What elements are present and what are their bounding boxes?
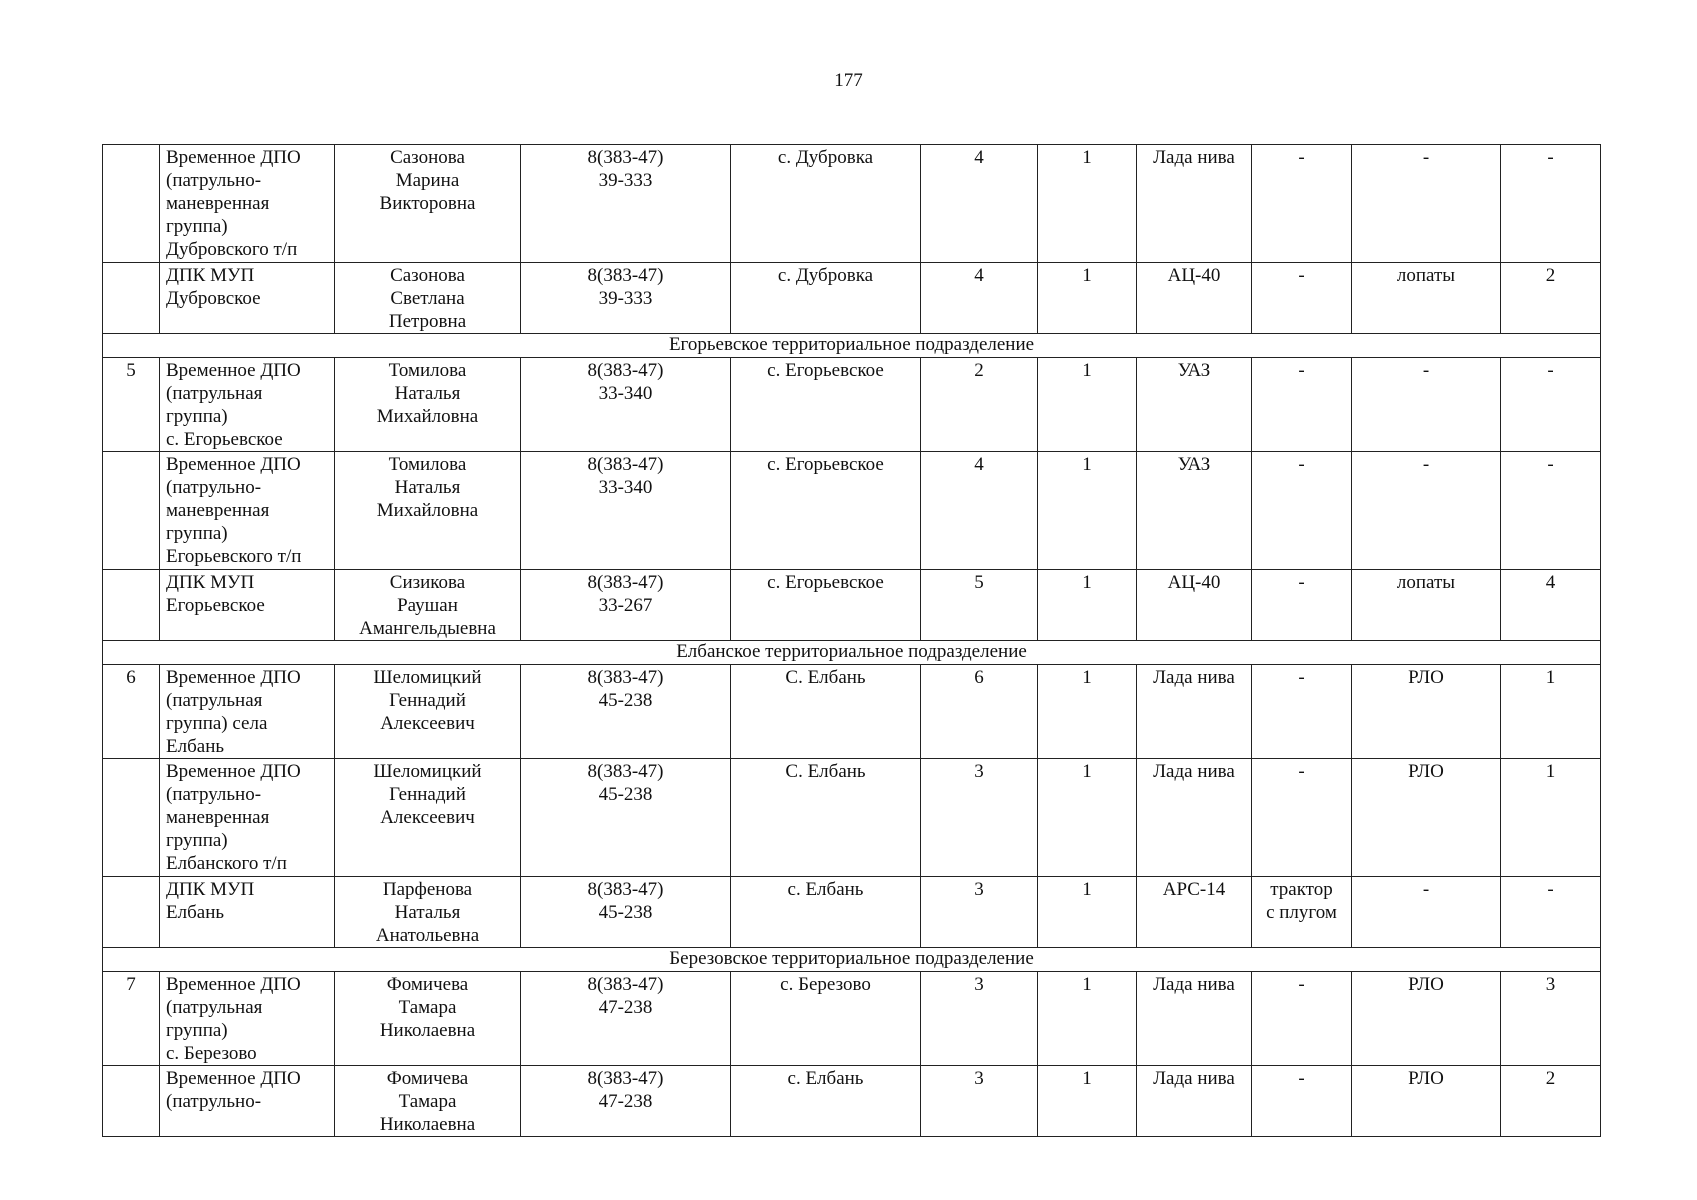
table-row <box>103 452 1601 570</box>
table-row <box>103 263 1601 334</box>
cell-units-count: 1 <box>1038 665 1137 759</box>
cell-phone: 8(383-47) 33-340 <box>521 452 731 570</box>
cell-tools: - <box>1352 145 1501 263</box>
section-header-row <box>103 641 1601 665</box>
cell-vehicle: Лада нива <box>1137 972 1252 1066</box>
cell-responsible-person: Фомичева Тамара Николаевна <box>335 1066 521 1137</box>
cell-vehicle: Лада нива <box>1137 1066 1252 1137</box>
section-title: Елбанское территориальное подразделение <box>103 641 1601 665</box>
table-row <box>103 570 1601 641</box>
units-table <box>102 144 1601 1137</box>
cell-tools: - <box>1352 358 1501 452</box>
cell-tools: - <box>1352 877 1501 948</box>
cell-phone: 8(383-47) 45-238 <box>521 759 731 877</box>
cell-vehicle: Лада нива <box>1137 145 1252 263</box>
section-title: Березовское территориальное подразделение <box>103 948 1601 972</box>
cell-unit-name: Временное ДПО (патрульно- маневренная группа) Елбанского т/п <box>160 759 335 877</box>
cell-responsible-person: Фомичева Тамара Николаевна <box>335 972 521 1066</box>
cell-location: с. Егорьевское <box>731 452 921 570</box>
cell-location: с. Егорьевское <box>731 358 921 452</box>
cell-unit-name: Временное ДПО (патрульная группа) села Елбань <box>160 665 335 759</box>
cell-equipment: - <box>1252 452 1352 570</box>
cell-responsible-person: Шеломицкий Геннадий Алексеевич <box>335 759 521 877</box>
cell-tools-count: 2 <box>1501 263 1601 334</box>
cell-units-count: 1 <box>1038 570 1137 641</box>
cell-personnel-count: 2 <box>921 358 1038 452</box>
cell-vehicle: Лада нива <box>1137 759 1252 877</box>
cell-tools: РЛО <box>1352 972 1501 1066</box>
cell-number <box>103 759 160 877</box>
cell-number <box>103 570 160 641</box>
cell-vehicle: Лада нива <box>1137 665 1252 759</box>
cell-unit-name: ДПК МУП Егорьевское <box>160 570 335 641</box>
section-title: Егорьевское территориальное подразделение <box>103 334 1601 358</box>
cell-personnel-count: 6 <box>921 665 1038 759</box>
cell-tools-count: - <box>1501 877 1601 948</box>
cell-number: 5 <box>103 358 160 452</box>
cell-phone: 8(383-47) 33-340 <box>521 358 731 452</box>
table-row <box>103 1066 1601 1137</box>
cell-location: С. Елбань <box>731 665 921 759</box>
cell-tools: лопаты <box>1352 263 1501 334</box>
cell-responsible-person: Томилова Наталья Михайловна <box>335 452 521 570</box>
cell-units-count: 1 <box>1038 972 1137 1066</box>
cell-personnel-count: 3 <box>921 972 1038 1066</box>
cell-units-count: 1 <box>1038 877 1137 948</box>
cell-tools-count: 1 <box>1501 665 1601 759</box>
cell-tools-count: - <box>1501 358 1601 452</box>
cell-location: с. Елбань <box>731 877 921 948</box>
cell-vehicle: УАЗ <box>1137 358 1252 452</box>
table-row <box>103 759 1601 877</box>
cell-vehicle: АЦ-40 <box>1137 263 1252 334</box>
cell-number <box>103 1066 160 1137</box>
cell-location: С. Елбань <box>731 759 921 877</box>
table-row <box>103 665 1601 759</box>
cell-tools-count: 3 <box>1501 972 1601 1066</box>
cell-equipment: - <box>1252 263 1352 334</box>
cell-phone: 8(383-47) 39-333 <box>521 263 731 334</box>
cell-tools: - <box>1352 452 1501 570</box>
cell-personnel-count: 5 <box>921 570 1038 641</box>
cell-equipment: - <box>1252 1066 1352 1137</box>
cell-tools-count: - <box>1501 452 1601 570</box>
cell-unit-name: Временное ДПО (патрульно- маневренная группа) Егорьевского т/п <box>160 452 335 570</box>
cell-tools-count: 2 <box>1501 1066 1601 1137</box>
cell-units-count: 1 <box>1038 1066 1137 1137</box>
cell-responsible-person: Сазонова Светлана Петровна <box>335 263 521 334</box>
cell-unit-name: ДПК МУП Елбань <box>160 877 335 948</box>
cell-equipment: - <box>1252 759 1352 877</box>
cell-location: с. Елбань <box>731 1066 921 1137</box>
cell-personnel-count: 4 <box>921 263 1038 334</box>
cell-equipment: трактор с плугом <box>1252 877 1352 948</box>
cell-personnel-count: 4 <box>921 145 1038 263</box>
cell-responsible-person: Парфенова Наталья Анатольевна <box>335 877 521 948</box>
cell-personnel-count: 3 <box>921 1066 1038 1137</box>
cell-vehicle: АРС-14 <box>1137 877 1252 948</box>
cell-phone: 8(383-47) 39-333 <box>521 145 731 263</box>
cell-tools-count: - <box>1501 145 1601 263</box>
cell-equipment: - <box>1252 665 1352 759</box>
cell-tools: РЛО <box>1352 1066 1501 1137</box>
cell-unit-name: ДПК МУП Дубровское <box>160 263 335 334</box>
cell-phone: 8(383-47) 47-238 <box>521 1066 731 1137</box>
section-header-row <box>103 334 1601 358</box>
cell-vehicle: АЦ-40 <box>1137 570 1252 641</box>
cell-equipment: - <box>1252 570 1352 641</box>
cell-tools: РЛО <box>1352 759 1501 877</box>
cell-equipment: - <box>1252 972 1352 1066</box>
cell-equipment: - <box>1252 145 1352 263</box>
cell-tools: РЛО <box>1352 665 1501 759</box>
cell-units-count: 1 <box>1038 759 1137 877</box>
cell-unit-name: Временное ДПО (патрульно- <box>160 1066 335 1137</box>
cell-units-count: 1 <box>1038 358 1137 452</box>
cell-number <box>103 145 160 263</box>
section-header-row <box>103 948 1601 972</box>
cell-vehicle: УАЗ <box>1137 452 1252 570</box>
cell-personnel-count: 3 <box>921 877 1038 948</box>
cell-number: 6 <box>103 665 160 759</box>
cell-location: с. Дубровка <box>731 263 921 334</box>
cell-phone: 8(383-47) 45-238 <box>521 877 731 948</box>
page-number: 177 <box>834 70 863 91</box>
cell-number: 7 <box>103 972 160 1066</box>
cell-units-count: 1 <box>1038 145 1137 263</box>
cell-phone: 8(383-47) 33-267 <box>521 570 731 641</box>
cell-number <box>103 452 160 570</box>
cell-units-count: 1 <box>1038 452 1137 570</box>
cell-responsible-person: Сазонова Марина Викторовна <box>335 145 521 263</box>
cell-location: с. Егорьевское <box>731 570 921 641</box>
cell-unit-name: Временное ДПО (патрульно- маневренная группа) Дубровского т/п <box>160 145 335 263</box>
cell-location: с. Дубровка <box>731 145 921 263</box>
cell-tools: лопаты <box>1352 570 1501 641</box>
cell-phone: 8(383-47) 45-238 <box>521 665 731 759</box>
cell-equipment: - <box>1252 358 1352 452</box>
cell-location: с. Березово <box>731 972 921 1066</box>
cell-phone: 8(383-47) 47-238 <box>521 972 731 1066</box>
cell-tools-count: 4 <box>1501 570 1601 641</box>
cell-unit-name: Временное ДПО (патрульная группа) с. Егорьевское <box>160 358 335 452</box>
cell-unit-name: Временное ДПО (патрульная группа) с. Березово <box>160 972 335 1066</box>
cell-personnel-count: 4 <box>921 452 1038 570</box>
table-row <box>103 877 1601 948</box>
cell-number <box>103 263 160 334</box>
cell-tools-count: 1 <box>1501 759 1601 877</box>
cell-responsible-person: Шеломицкий Геннадий Алексеевич <box>335 665 521 759</box>
cell-personnel-count: 3 <box>921 759 1038 877</box>
cell-units-count: 1 <box>1038 263 1137 334</box>
cell-responsible-person: Сизикова Раушан Амангельдыевна <box>335 570 521 641</box>
table-row <box>103 145 1601 263</box>
table-row <box>103 358 1601 452</box>
cell-responsible-person: Томилова Наталья Михайловна <box>335 358 521 452</box>
table-row <box>103 972 1601 1066</box>
cell-number <box>103 877 160 948</box>
